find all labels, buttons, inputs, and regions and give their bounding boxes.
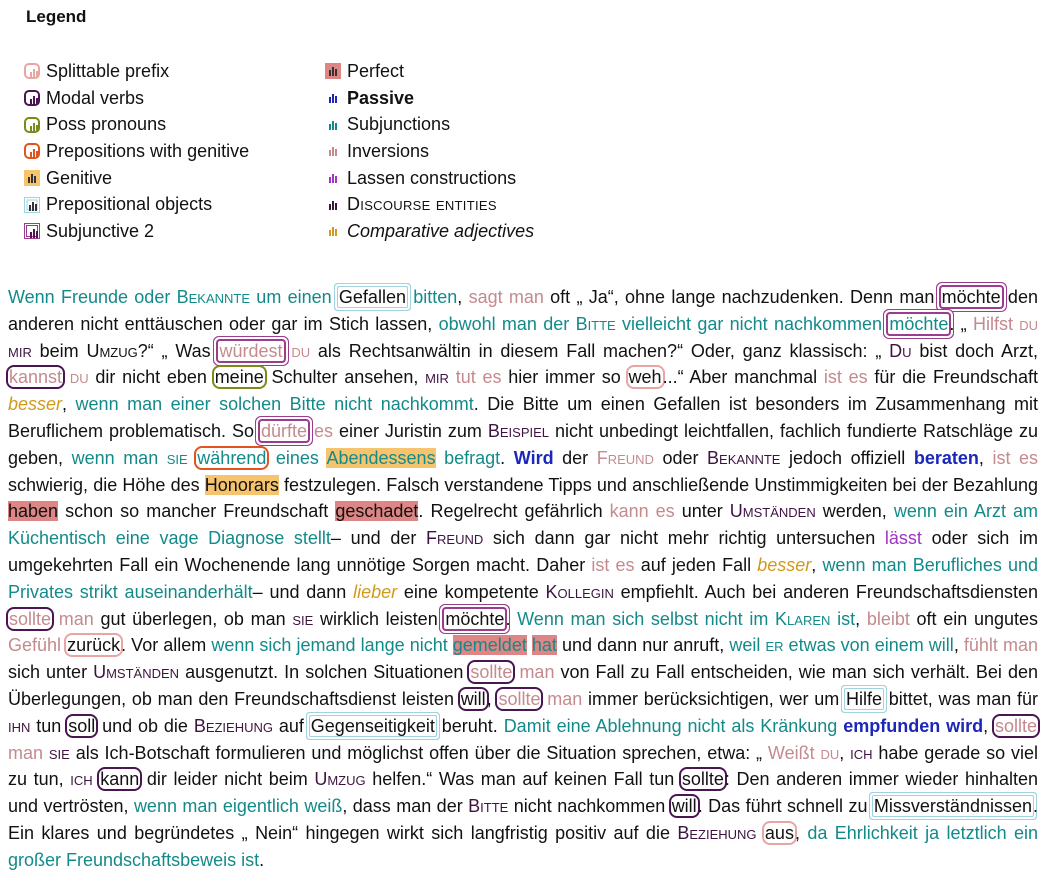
bar-chart-icon [325,63,341,79]
text-segment: . [505,608,518,629]
discourse-entity: Kollegin [545,581,614,602]
subjunction-clause: da Ehrlichkeit ja letztlich ein großer Freundschaftsbeweis ist [8,822,1038,870]
legend-item-inversions [325,138,534,165]
comparative-adjective: besser [8,394,63,415]
text-segment [52,609,59,629]
discourse-entity: mir [425,367,449,388]
inversion: sagt man [468,287,544,307]
legend-label: Perfect [347,60,405,81]
text-segment: beruht. [435,715,504,736]
legend-item-subjunctions [325,111,534,138]
legend-item-lassen-constructions [325,165,534,192]
text-segment: – und dann [252,581,354,602]
lassen-construction: lässt [884,528,922,549]
subjunction-clause: Bitte [575,313,616,334]
legend-label: Discourse entities [347,194,497,215]
modal-verb: sollte [994,715,1038,736]
text-segment: . „ [949,313,973,334]
modal-verb: kann [100,769,140,790]
modal-verb: sollte [498,688,541,709]
inversion: ist es [591,554,635,575]
subjunction-clause: ist [830,608,856,629]
text-segment [757,823,764,843]
text-segment: , [811,554,823,575]
legend-label: Subjunctive 2 [46,220,155,241]
discourse-entity: Umständen [729,501,816,522]
legend-label: Prepositional objects [46,194,213,215]
bar-chart-icon [325,90,341,106]
inversion: tut es [455,367,502,388]
text-segment: nicht unbedingt leichtfallen, fachlich fundierte Ratschläge zu geben, [8,420,1038,468]
text-segment: empfiehlt. Auch bei anderen Freundschaftsdiensten [613,581,1039,602]
text-segment: ausgenutzt. In solchen Situationen [179,662,470,683]
bar-chart-icon [325,223,341,239]
subjunctive-2-word: möchte [889,313,949,334]
legend-item-subjunctive-2 [24,218,249,245]
bar-chart-icon [24,143,40,159]
discourse-entity: ihn [8,715,31,736]
prepositional-object: Missverständnissen [873,796,1032,817]
text-segment: , dass man der [342,796,469,817]
discourse-entity: Bitte [468,796,509,817]
text-segment: Umzug [86,340,138,361]
text-segment: – und der [330,528,427,549]
text-segment: der [553,447,597,468]
text-segment: . Die Bitte um einen Gefallen ist besonders im Zusammenhang mit Beruflichem problematisch. So [8,394,1038,441]
modal-verb: sollte [681,769,724,790]
text-segment: Schulter ansehen, [264,367,426,388]
legend-item-splittable-prefix [24,58,249,85]
splittable-prefix: aus [764,822,794,843]
text-segment: , [978,447,993,468]
text-segment: , [457,287,469,307]
text-segment: für die Freundschaft [867,367,1039,388]
legend-label: Modal verbs [46,87,145,108]
text-segment: ...“ Aber manchmal [662,367,824,388]
subjunction-clause: bitten [406,287,458,307]
legend-item-comparative-adjectives [325,218,534,245]
subjunctive-2-word: dürfte [260,420,307,441]
bar-chart-icon [325,197,341,213]
text-segment: , [794,822,808,843]
modal-verb: sollte [470,662,513,683]
legend-right-column [325,58,534,245]
text-segment: einer Juristin zum [332,420,488,441]
genitive-noun: Honorars [204,474,279,495]
passive-verb: beraten [913,447,979,468]
text-segment: , [953,635,964,656]
text-segment: unter [674,501,730,522]
legend-label: Splittable prefix [46,60,170,81]
text-segment: gut überlegen, ob man [93,608,293,629]
prepositional-object: Gefallen [338,287,406,307]
prepositional-object: Hilfe [845,688,882,709]
subjunction-clause: vielleicht gar nicht nachkommen [615,313,889,334]
subjunction-clause: befragt [435,447,501,468]
subjunction-clause: Wenn Freunde oder [8,287,177,307]
text-segment: festzulegen. Falsch verstandene Tipps und anschließende Unstimmigkeiten bei der Bezahlung [278,474,1038,495]
bar-chart-icon [24,117,40,133]
text-segment: bist doch Arzt, [911,340,1038,361]
prepositional-object: Gegenseitigkeit [310,715,435,736]
inversion: kann es [609,501,675,522]
possessive-pronoun: meine [214,367,264,388]
text-segment: als Rechtsanwältin in diesem Fall machen?“ Oder, ganz klassisch: „ [310,340,890,361]
inversion: man [58,608,94,629]
text-segment: . Ein klares und begründetes „ Nein“ hingegen wirkt sich langfristig positiv auf die [8,796,1038,843]
legend-item-prepositional-objects [24,191,249,218]
subjunction-clause: Wenn man sich selbst nicht im [517,608,776,629]
subjunctive-2-word: möchte [941,287,1001,307]
text-segment: wirklich leisten [313,608,445,629]
subjunction-clause: er [765,635,784,656]
inversion: Weißt [767,742,821,763]
inversion: bleibt [866,608,910,629]
legend-label: Subjunctions [347,114,451,135]
discourse-entity: Bekannte [707,447,781,468]
discourse-entity: Beziehung [193,715,273,736]
bar-chart-icon [24,63,40,79]
text-segment: . [500,447,514,468]
discourse-entity: ich [70,769,93,790]
bar-chart-icon [24,90,40,106]
text-segment: . Regelrecht gefährlich [418,501,610,522]
text-segment: , [62,394,76,415]
text-segment: eine kompetente [397,581,546,602]
subjunction-clause: obwohl man der [438,313,576,334]
bar-chart-icon [24,170,40,186]
comparative-adjective: lieber [353,581,398,602]
discourse-entity: ich [850,742,873,763]
legend-item-modal-verbs [24,85,249,112]
text-segment: schwierig, die Höhe des [8,474,205,495]
text-segment: werden, [815,501,894,522]
legend-item-perfect [325,58,534,85]
legend-item-passive [325,85,534,112]
modal-verb: kannst [9,367,63,388]
discourse-entity: Freund [426,528,484,549]
inversion: du [69,367,89,388]
legend-label: Genitive [46,167,113,188]
text-segment: sich unter [8,662,94,683]
text-segment: , [855,608,867,629]
text-segment: . [259,849,265,870]
bar-chart-icon [325,117,341,133]
text-segment: tun [30,715,68,736]
legend-item-prepositions-with-genitive [24,138,249,165]
text-segment: oder [653,447,708,468]
discourse-entity: Beispiel [487,420,550,441]
discourse-entity: Umständen [93,662,180,683]
text-segment: und dann nur anruft, [556,635,730,656]
subjunction-clause: um einen [250,287,338,307]
inversion: ist es [992,447,1039,468]
discourse-entity: mir [8,340,32,361]
legend-title: Legend [26,7,87,26]
passive-verb: Wird [513,447,554,468]
legend-left-column [24,58,249,245]
legend-label: Poss pronouns [46,114,167,135]
modal-verb: soll [68,715,96,736]
inversion: Freund [596,447,654,468]
inversion: Hilfst [972,313,1020,334]
text-segment: oft „ Ja“, ohne lange nachzudenken. Denn man [543,287,941,307]
perfect-verb: geschadet [335,501,419,522]
inversion: fühlt man [963,635,1038,656]
subjunction-clause: wenn man eigentlich weiß [133,796,343,817]
text-segment: helfen.“ Was man auf keinen Fall tun [365,769,681,790]
text-segment: und ob die [96,715,194,736]
passive-verb: empfunden wird [843,715,984,736]
discourse-entity: Umzug [314,769,366,790]
subjunction-clause: wenn ein Arzt am Küchentisch eine vage Diagnose stellt [8,501,1038,549]
discourse-entity: Beziehung [677,822,757,843]
legend-label: Inversions [347,140,430,161]
inversion: man [519,662,555,683]
discourse-entity: Du [889,340,912,361]
subjunction-clause [188,448,197,468]
subjunctive-2-word: würdest [219,340,283,361]
text-segment: nicht nachkommen [508,796,671,817]
legend-label: Prepositions with genitive [46,140,250,161]
subjunction-clause: Bekannte [176,287,251,307]
inversion: man [8,742,44,763]
discourse-entity: sie [48,742,70,763]
perfect-verb: gemeldet [452,635,527,656]
modal-verb: will [671,796,697,817]
text-segment: sich dann gar nicht mehr richtig untersuchen [483,528,885,549]
text-segment: . Vor allem [121,635,212,656]
text-segment: ?“ „ Was [137,340,219,361]
inversion: du [291,340,311,361]
inversion: ist es [823,367,868,388]
preposition-with-genitive: während [197,447,267,468]
text-segment: : Den anderen immer wieder hinhalten und vertrösten, [8,769,1039,817]
text-segment [63,367,70,387]
bar-chart-icon [325,170,341,186]
legend-item-poss-pronouns [24,111,249,138]
text-segment: immer berücksichtigen, wer um [582,688,845,709]
inversion: du [1019,313,1039,334]
text-segment: schon so mancher Freundschaft [58,501,336,522]
annotated-text [8,284,1038,874]
bar-chart-icon [24,197,40,213]
subjunction-clause: eines [267,447,327,468]
comparative-adjective: besser [757,554,812,575]
text-segment: hier immer so [501,367,628,388]
text-segment: den anderen nicht enttäuschen oder gar im Stich lassen, [8,287,1038,334]
splittable-prefix: weh [628,367,662,388]
legend-item-genitive [24,165,249,192]
text-segment: jedoch offiziell [780,447,914,468]
text-segment: auf [273,715,310,736]
perfect-verb: haben [8,501,59,522]
text-segment: beim [31,340,87,361]
text-segment: . Das führt schnell zu [697,796,873,817]
legend-label: Passive [347,87,415,108]
legend-label: Comparative adjectives [347,220,535,241]
text-segment: dir nicht eben [88,367,214,388]
subjunctive-2-word: möchte [445,608,505,629]
subjunction-clause: sie [166,447,188,468]
text-segment: , [983,715,994,736]
bar-chart-icon [325,143,341,159]
subjunction-clause: Klaren [775,608,831,629]
perfect-verb: hat [531,635,557,656]
inversion: Gefühl [8,635,62,656]
text-segment: auf jeden Fall [634,554,758,575]
subjunction-clause: wenn man [71,447,167,468]
subjunction-clause: wenn man Berufliches und Privates strikt auseinanderhält [8,554,1039,602]
subjunction-clause: wenn man einer solchen Bitte nicht nachkommt [75,394,474,415]
subjunction-clause: Damit eine Ablehnung nicht als Kränkung [503,715,844,736]
subjunction-clause: weil [729,635,766,656]
text-segment: dir leider nicht beim [140,769,315,790]
text-segment: habe gerade so viel zu tun, [8,742,1038,790]
genitive-noun: Abendessens [326,447,436,468]
bar-chart-icon [24,223,40,239]
text-segment: oder sich im umgekehrten Fall ein Wochenende lang unnötige Sorgen macht. Daher [8,528,1038,575]
inversion: du [820,742,840,763]
discourse-entity: sie [292,608,314,629]
text-segment: , [486,688,498,709]
text-segment: als Ich-Botschaft formulieren und möglichst offen über die Situation sprechen, etwa: „ [69,742,768,763]
inversion: man [547,688,583,709]
text-segment: oft ein ungutes [909,608,1038,629]
subjunction-clause: wenn sich jemand lange nicht [211,635,453,656]
text-segment [449,367,456,387]
legend-item-discourse-entities [325,191,534,218]
modal-verb: will [460,688,486,709]
legend-label: Lassen constructions [347,167,517,188]
text-segment: , [839,742,851,763]
text-segment: bittet, was man für [883,688,1038,709]
text-segment: von Fall zu Fall entscheiden, wie man sich verhält. Bei den Überlegungen, ob man den Freundschaftsdienst leisten [8,662,1038,709]
modal-verb: sollte [9,608,52,629]
subjunction-clause: etwas von einem will [783,635,954,656]
splittable-prefix: zurück [67,635,121,656]
inversion: es [313,420,333,441]
